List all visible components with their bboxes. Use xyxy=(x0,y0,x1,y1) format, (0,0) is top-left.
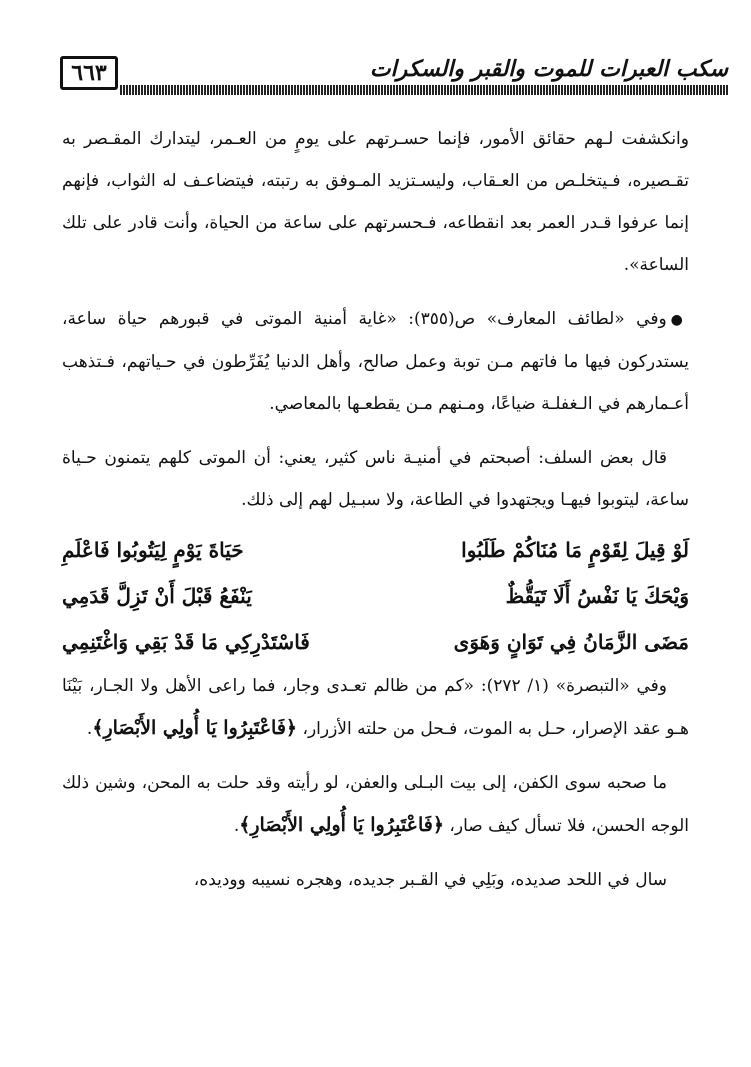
bullet-icon: ● xyxy=(670,312,690,328)
header-rule xyxy=(120,85,728,95)
paragraph-5 xyxy=(62,762,689,847)
quran-verse: ﴿فَاعْتَبِرُوا يَا أُولِي الأَبْصَارِ﴾ xyxy=(239,814,444,836)
poem xyxy=(62,527,689,665)
paragraph-1: وانكشفت لـهم حقائق الأمور، فإنما حسـرتهم على يومٍ من العـمر، ليتدارك المقـصر به تقـصيره، فـيتخلـص من العـقاب، وليسـتزيد المـوفق به رتبته، فيتضاعـف له الثواب، فإنهم إنما عرفوا قـدر العمر بعد انقطاعه، فـحسرتهم على ساعة من الحياة، وأنت قادر على تلك الساعة». xyxy=(62,129,689,275)
verse-second-half: حَيَاةَ يَوْمٍ لِيَتُوبُوا فَاعْلَمِ xyxy=(62,538,244,562)
verse-first-half: مَضَى الزَّمَانُ فِي تَوَانٍ وَهَوَى xyxy=(453,630,689,654)
running-title: سكب العبرات للموت والقبر والسكرات xyxy=(369,56,728,82)
paragraph-5-text: ما صحبه سوى الكفن، إلى بيت البـلى والعفن، لو رأيته وقد حلت به المحن، وشين ذلك الوجه الحسن، فلا تسأل كيف صار، xyxy=(62,773,689,836)
paragraph-5-end: . xyxy=(233,816,240,836)
verse-second-half: فَاسْتَدْرِكِي مَا قَدْ بَقِي وَاغْتَنِمِي xyxy=(62,630,310,654)
page-body xyxy=(62,118,689,901)
quran-verse: ﴿فَاعْتَبِرُوا يَا أُولِي الأَبْصَارِ﴾ xyxy=(92,717,298,739)
paragraph-4-end: . xyxy=(86,719,93,739)
page-number: ٦٦٣ xyxy=(60,56,118,90)
verse-line xyxy=(62,573,689,619)
running-header xyxy=(60,52,728,98)
paragraph-6: سال في اللحد صديده، وبَلِي في القـبر جديده، وهجره نسيبه ووديده، xyxy=(193,870,667,890)
paragraph-2-text: وفي «لطائف المعارف» ص(٣٥٥): «غاية أمنية الموتى في قبورهم حياة ساعة، يستدركون فيها ما فاتهم مـن توبة وعمل صالح، وأهل الدنيا يُفَرِّطون في حـياتهم، فـتذهب أعـمارهم في الـغفلـة ضياعًا، ومـنهم مـن يقطعـها بالمعاصي. xyxy=(62,309,689,414)
verse-second-half: يَنْفَعُ قَبْلَ أَنْ تَزِلَّ قَدَمِي xyxy=(62,584,252,608)
verse-line xyxy=(62,527,689,573)
paragraph-4 xyxy=(62,665,689,750)
verse-line xyxy=(62,619,689,665)
paragraph-2 xyxy=(62,298,689,425)
paragraph-3: قال بعض السلف: أصبحتم في أمنيـة ناس كثير، يعني: أن الموتى كلهم يتمنون حـياة ساعة، ليتوبوا فيهـا ويجتهدوا في الطاعة، ولا سبـيل لهم إلى ذلك. xyxy=(62,448,689,510)
verse-first-half: وَيْحَكَ يَا نَفْسُ أَلَا تَيَقُّظٌ xyxy=(505,584,689,608)
paragraph-4-text: وفي «التبصرة» (١/ ٢٧٢): «كم من ظالم تعـدى وجار، فما راعى الأهل ولا الجـار، بَيْنَا هـو عقد الإصرار، حـل به الموت، فـحل من حلته الأزرار، xyxy=(62,676,689,739)
verse-first-half: لَوْ قِيلَ لِقَوْمٍ مَا مُنَاكُمْ طَلَبُوا xyxy=(461,538,689,562)
